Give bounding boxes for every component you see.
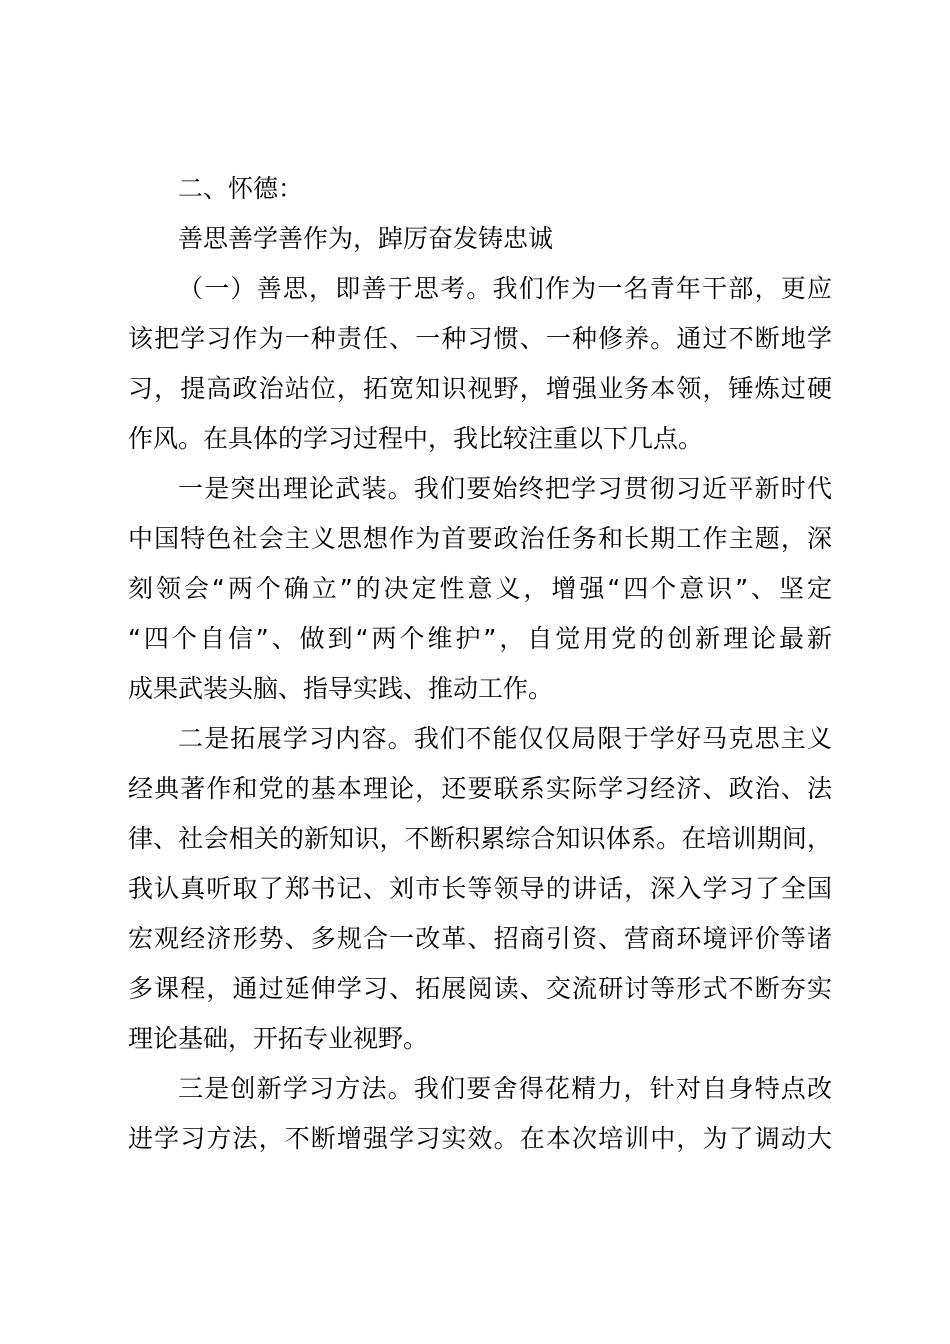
paragraph-line: 二是拓展学习内容。我们不能仅仅局限于学好马克思主义 (178, 724, 832, 753)
paragraph-line: （一）善思，即善于思考。我们作为一名青年干部，更应 (178, 274, 832, 303)
paragraph-line: 成果武装头脑、指导实践、推动工作。 (128, 674, 554, 703)
section-subtitle: 善思善学善作为，踔厉奋发铸忠诚 (178, 224, 554, 253)
paragraph-line: 该把学习作为一种责任、一种习惯、一种修养。通过不断地学 (128, 324, 832, 353)
paragraph-line: 律、社会相关的新知识，不断积累综合知识体系。在培训期间， (128, 824, 832, 853)
section-heading: 二、怀德： (178, 174, 304, 203)
paragraph-2 (128, 464, 832, 714)
paragraph-line: 刻领会“两个确立”的决定性意义，增强“四个意识”、坚定 (128, 574, 832, 603)
paragraph-4 (128, 1064, 832, 1164)
paragraph-line: 三是创新学习方法。我们要舍得花精力，针对自身特点改 (178, 1074, 832, 1103)
paragraph-3 (128, 714, 832, 1064)
paragraph-line: 多课程，通过延伸学习、拓展阅读、交流研讨等形式不断夯实 (128, 974, 832, 1003)
paragraph-line: “四个自信”、做到“两个维护”，自觉用党的创新理论最新 (128, 624, 832, 653)
document-page (128, 164, 832, 1164)
paragraph-line: 作风。在具体的学习过程中，我比较注重以下几点。 (128, 424, 704, 453)
paragraph-1 (128, 264, 832, 464)
paragraph-line: 经典著作和党的基本理论，还要联系实际学习经济、政治、法 (128, 774, 832, 803)
paragraph-line: 理论基础，开拓专业视野。 (128, 1024, 429, 1053)
paragraph-line: 中国特色社会主义思想作为首要政治任务和长期工作主题，深 (128, 524, 832, 553)
paragraph-line: 宏观经济形势、多规合一改革、招商引资、营商环境评价等诸 (128, 924, 832, 953)
paragraph-line: 进学习方法，不断增强学习实效。在本次培训中，为了调动大 (128, 1124, 832, 1153)
paragraph-line: 习，提高政治站位，拓宽知识视野，增强业务本领，锤炼过硬 (128, 374, 832, 403)
paragraph-line: 一是突出理论武装。我们要始终把学习贯彻习近平新时代 (178, 474, 832, 503)
paragraph-line: 我认真听取了郑书记、刘市长等领导的讲话，深入学习了全国 (128, 874, 832, 903)
